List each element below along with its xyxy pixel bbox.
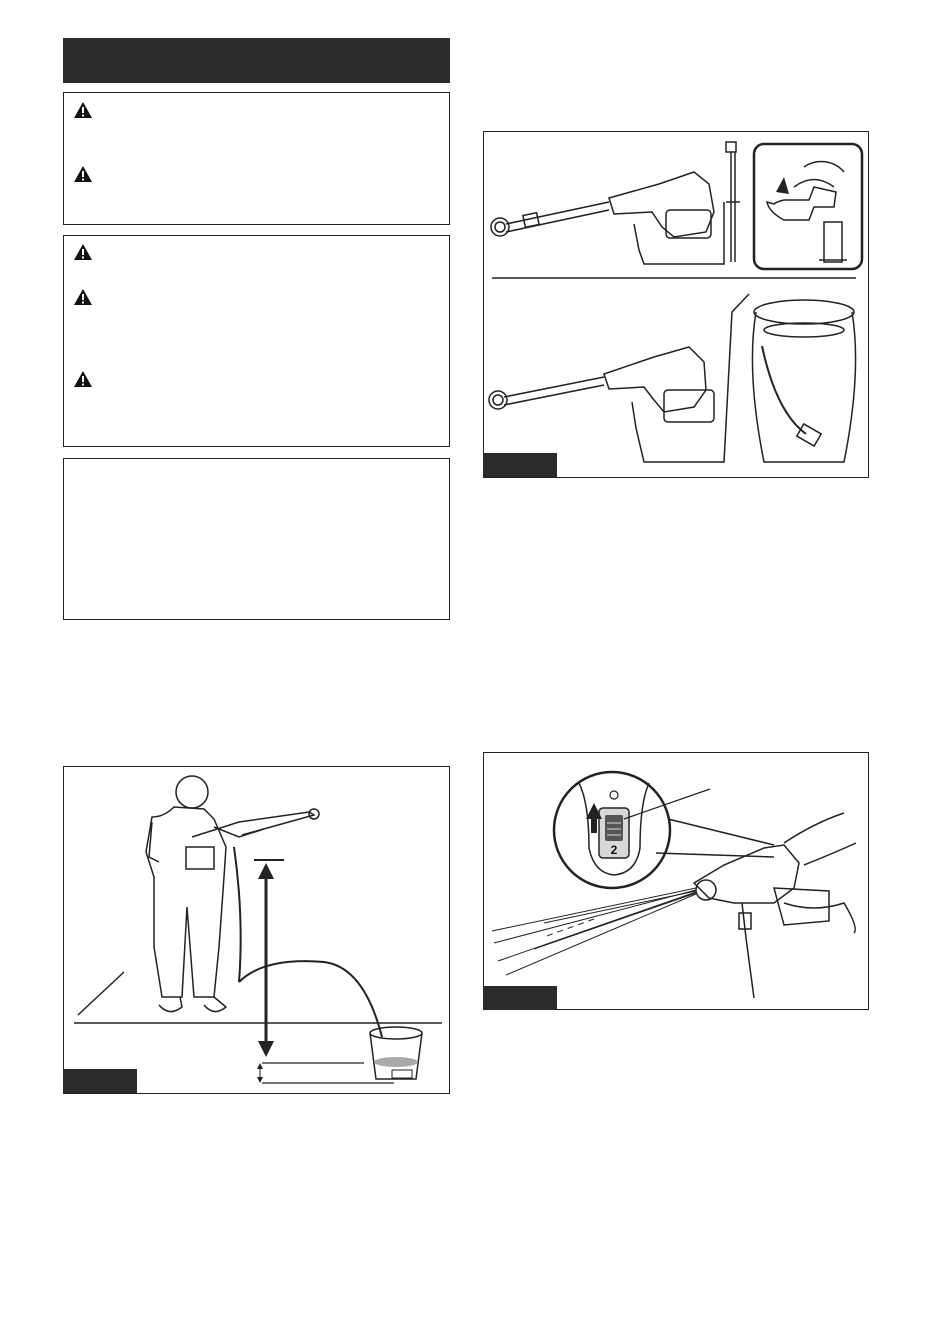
operator-icon [146, 776, 319, 1012]
section-header-title [63, 52, 73, 69]
figure-1 [483, 131, 869, 478]
height-arrow-icon [254, 860, 394, 1083]
bucket-icon [370, 1027, 422, 1079]
switch-value-text: 2 [610, 843, 618, 857]
section-header-bar [63, 38, 450, 83]
washer-gun-icon [489, 294, 749, 462]
figure-3-illustration [484, 753, 867, 1008]
warning-box-2 [63, 235, 450, 447]
mode-switch-icon [554, 772, 774, 888]
warning-icon [73, 101, 93, 119]
warning-icon [73, 370, 93, 388]
figure-3 [483, 752, 869, 1010]
warning-icon [73, 243, 93, 261]
figure-2 [63, 766, 450, 1094]
figure-2-illustration [64, 767, 448, 1092]
warning-icon [73, 288, 93, 306]
figure-2-label [63, 1069, 137, 1093]
faucet-icon [754, 144, 862, 269]
figure-1-illustration [484, 132, 867, 476]
warning-icon [73, 165, 93, 183]
notice-box [63, 458, 450, 620]
washer-gun-icon [491, 172, 724, 264]
warning-box-1 [63, 92, 450, 225]
figure-1-label [483, 453, 557, 477]
water-tank-icon [752, 300, 855, 462]
faucet-pipe-icon [726, 142, 740, 262]
figure-3-label [483, 986, 557, 1010]
spray-icon [492, 888, 696, 975]
spray-gun-icon [694, 813, 856, 998]
